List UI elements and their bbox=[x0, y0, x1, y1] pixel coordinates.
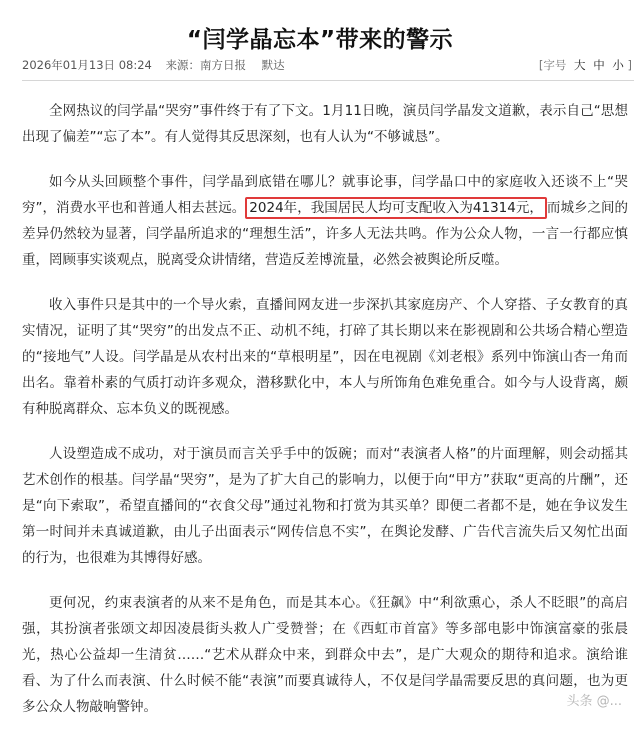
highlighted-income-statistic: 2024年，我国居民人均可支配收入为41314元， bbox=[245, 197, 547, 219]
paragraph-1: 全网热议的闫学晶“哭穷”事件终于有了下文。1月11日晚，演员闫学晶发文道歉，表示自己“思想出现了偏差”“忘了本”。有人觉得其反思深刻，也有人认为“不够诚恳”。 bbox=[22, 103, 628, 145]
font-size-large-button[interactable]: 大 bbox=[574, 58, 586, 72]
paragraph-2 bbox=[22, 169, 628, 273]
article-title: “闫学晶忘本”带来的警示 bbox=[186, 27, 454, 54]
publish-date: 2026年01月13日 08:24 bbox=[22, 58, 152, 72]
font-size-bracket: ] bbox=[627, 58, 632, 72]
paragraph-3: 收入事件只是其中的一个导火索，直播间网友进一步深扒其家庭房产、个人穿搭、子女教育的真实情况，证明了其“哭穷”的出发点不正、动机不纯，打碎了其长期以来在影视剧和公共场合精心塑造的“接地气”人设。闫学晶是从农村出来的“草根明星”，因在电视剧《刘老根》系列中饰演山杏一角而出名。靠着朴素的气质打动许多观众，潜移默化中，本人与所饰角色难免重合。如今与人设背离，颇有种脱离群众、忘本负义的既视感。 bbox=[22, 297, 628, 417]
header-divider bbox=[22, 80, 634, 81]
font-size-small-button[interactable]: 小 bbox=[612, 58, 624, 72]
article-meta bbox=[22, 57, 622, 73]
paragraph-2-before: 如今从头回顾整个事件，闫学晶到底错在哪儿？就事论事，闫学晶口中的家庭收入还谈不上“哭穷”，消费水平也和普通人相去甚远。 bbox=[22, 174, 628, 216]
article-author: 默达 bbox=[261, 58, 285, 72]
paragraph-2-after: 而城乡之间的差异仍然较为显著，闫学晶所追求的“理想生活”，许多人无法共鸣。作为公众人物，一言一行都应慎重，罔顾事实谈观点，脱离受众讲情绪，营造反差博流量，必然会被舆论所反噬。 bbox=[22, 200, 629, 268]
font-size-medium-button[interactable]: 中 bbox=[593, 58, 605, 72]
watermark: 头条 @... bbox=[566, 694, 622, 709]
font-size-control bbox=[539, 57, 632, 73]
article-body bbox=[22, 98, 628, 739]
article-source: 来源：南方日报 bbox=[165, 58, 246, 72]
paragraph-5: 更何况，约束表演者的从来不是角色，而是其本心。《狂飙》中“利欲熏心，杀人不眨眼”的高启强，其扮演者张颂文却因凌晨街头救人广受赞誉；在《西虹市首富》等多部电影中饰演富豪的张晨光，热心公益却一生清贫……“艺术从群众中来，到群众中去”，是广大观众的期待和追求。演给谁看、为了什么而表演、什么时候不能“表演”而要真诚待人，不仅是闫学晶需要反思的真问题，也为更多公众人物敲响警钟。 bbox=[22, 595, 628, 715]
paragraph-4: 人设塑造成不成功，对于演员而言关乎手中的饭碗；而对“表演者人格”的片面理解，则会动摇其艺术创作的根基。闫学晶“哭穷”，是为了扩大自己的影响力，以便于向“甲方”获取“更高的片酬”，还是“向下索取”，希望直播间的“衣食父母”通过礼物和打赏为其买单？即便二者都不是，她在争议发生第一时间并未真诚道歉，由儿子出面表示“网传信息不实”，在舆论发酵、广告代言流失后又匆忙出面的行为，也很难为其博得好感。 bbox=[22, 446, 628, 566]
font-size-label: [字号 bbox=[538, 58, 567, 72]
